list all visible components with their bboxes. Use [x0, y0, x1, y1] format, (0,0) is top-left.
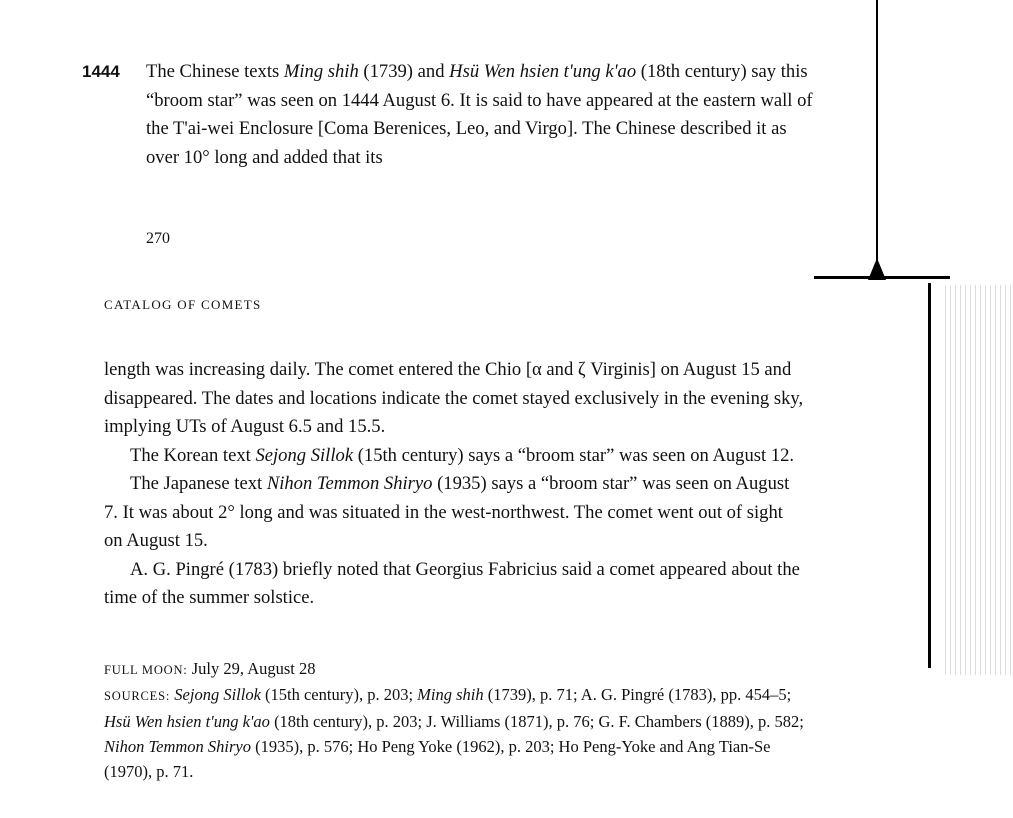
full-moon-line: FULL MOON: July 29, August 28 — [104, 659, 316, 678]
running-head: CATALOG OF COMETS — [104, 297, 262, 312]
scan-fold-line-horizontal — [814, 276, 950, 279]
paragraph-4: A. G. Pingré (1783) briefly noted that Georgius Fabricius said a comet appeared about the time of the summer solstice. — [104, 558, 800, 608]
paragraph-3: The Japanese text Nihon Temmon Shiryo (1935) says a “broom star” was seen on August 7. It was about 2° long and was situated in the west-northwest. The comet went out of sight on August 15. — [104, 473, 790, 551]
scan-fold-line-top — [876, 0, 878, 262]
page-number: 270 — [146, 230, 170, 247]
paragraph-1: length was increasing daily. The comet entered the Chio [α and ζ Virginis] on August 15 and disappeared. The dates and locations indicate the comet stayed exclusively in the evening sky, implying UTs of August 6.5 and 15.5. — [104, 359, 804, 437]
sources-list: SOURCES: Sejong Sillok (15th century), p. 203; Ming shih (1739), p. 71; A. G. Pingré (1783), pp. 454–5; Hsü Wen hsien t'ung k'ao (18th century), p. 203; J. Williams (1871), p. 76; G. F. Chambers (1889), p. 582; Nihon Temmon Shiryo (1935), p. 576; Ho Peng Yoke (1962), p. 203; Ho Peng-Yoke and Ang Tian-Se (1970), p. 71. — [104, 685, 804, 781]
comet-entry-1444 — [82, 58, 817, 172]
entry-text: The Chinese texts Ming shih (1739) and Hsü Wen hsien t'ung k'ao (18th century) say this “broom star” was seen on 1444 August 6. It is said to have appeared at the eastern wall of the T'ai-wei Enclosure [Coma Berenices, Leo, and Virgo]. The Chinese described it as over 10° long and added that its — [146, 61, 813, 168]
entry-year: 1444 — [82, 62, 120, 81]
paragraph-2: The Korean text Sejong Sillok (15th century) says a “broom star” was seen on August 12. — [130, 444, 795, 466]
scan-edge-noise — [945, 285, 1013, 675]
entry-continuation — [104, 356, 804, 613]
scan-fold-line-bottom — [928, 283, 931, 668]
